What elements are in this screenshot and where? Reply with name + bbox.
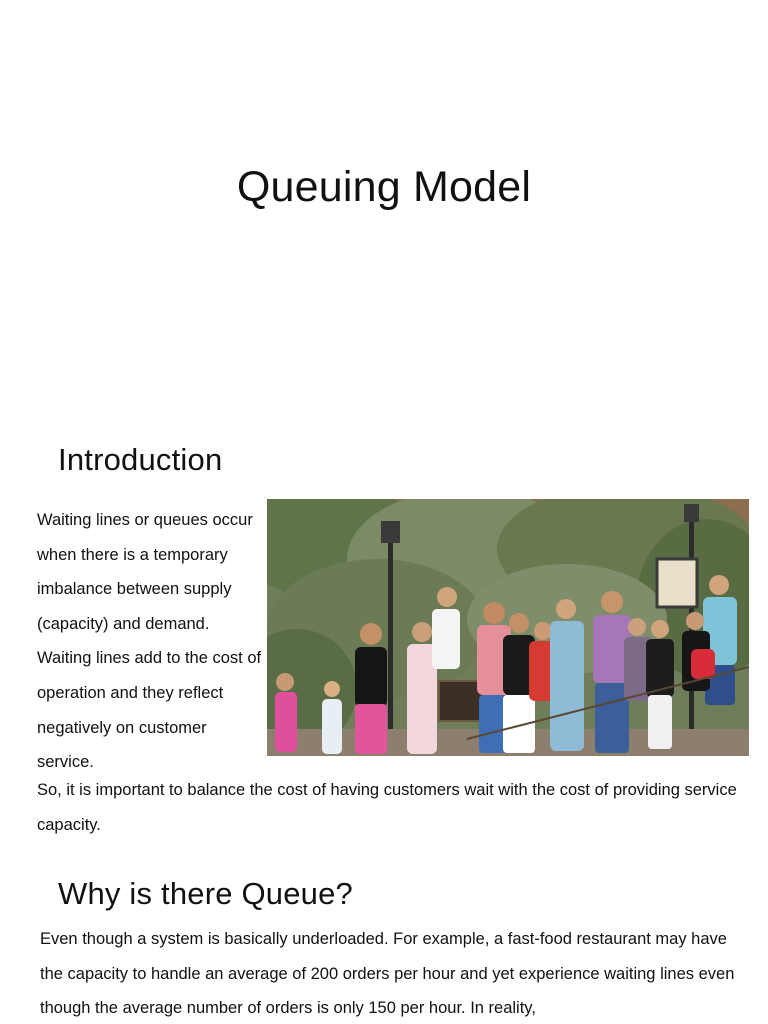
- introduction-paragraph-continued: So, it is important to balance the cost of having customers wait with the cost of providing service capacity.: [37, 781, 737, 834]
- why-queue-heading: Why is there Queue?: [58, 876, 354, 911]
- why-queue-paragraph: Even though a system is basically underloaded. For example, a fast-food restaurant may have the capacity to handle an average of 200 orders per hour and yet experience waiting lines even though the average number of orders is only 150 per hour. In reality,: [40, 930, 735, 1018]
- introduction-paragraph: Waiting lines or queues occur when there is a temporary imbalance between supply (capacity) and demand. Waiting lines add to the cost of operation and they reflect negatively on customer service.: [37, 511, 262, 772]
- people-waiting-in-line-photo: [267, 499, 749, 756]
- page-title: Queuing Model: [236, 163, 532, 211]
- introduction-heading: Introduction: [58, 442, 223, 477]
